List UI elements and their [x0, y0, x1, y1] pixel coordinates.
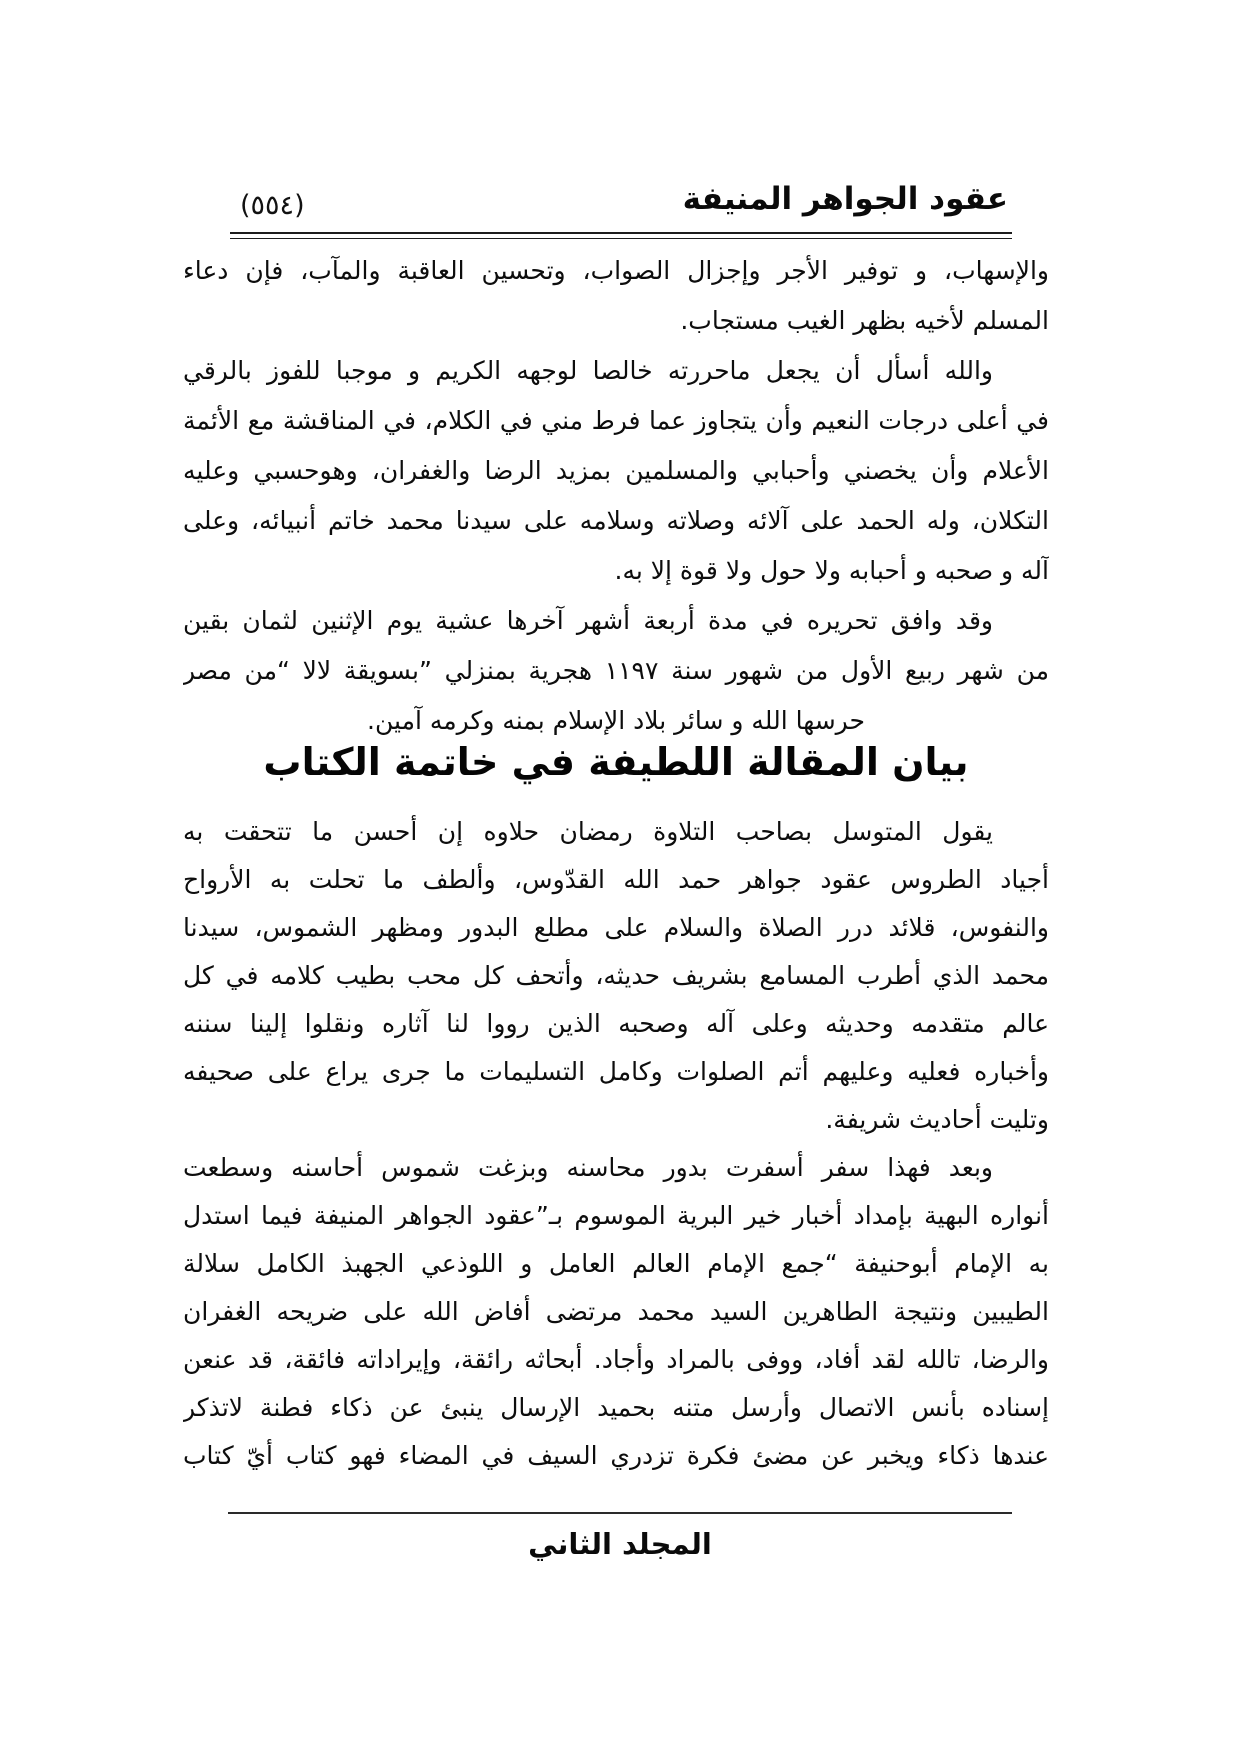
body-line: والإسهاب، و توفير الأجر وإجزال الصواب، وتحسين العاقبة والمآب، فإن دعاء — [183, 256, 1049, 285]
body-line: وبعد فهذا سفر أسفرت بدور محاسنه وبزغت شموس أحاسنه وسطعت — [183, 1153, 993, 1182]
body-line: عندها ذكاء ويخبر عن مضئ فكرة تزدري السيف في المضاء فهو كتاب أيّ كتاب — [183, 1441, 1049, 1470]
body-line: والرضا، تالله لقد أفاد، ووفى بالمراد وأجاد. أبحاثه رائقة، وإيراداته فائقة، قد عنعن — [183, 1345, 1049, 1374]
book-title: عقود الجواهر المنيفة — [682, 181, 1008, 217]
body-line: في أعلى درجات النعيم وأن يتجاوز عما فرط مني في الكلام، في المناقشة مع الأئمة — [183, 406, 1049, 435]
body-line: الأعلام وأن يخصني وأحبابي والمسلمين بمزيد الرضا والغفران، وهوحسبي وعليه — [183, 456, 1049, 485]
header-rule — [230, 232, 1012, 239]
body-line: الطيبين ونتيجة الطاهرين السيد محمد مرتضى أفاض الله على ضريحه الغفران — [183, 1297, 1049, 1326]
body-line: أنواره البهية بإمداد أخبار خير البرية الموسوم بـ”عقود الجواهر المنيفة فيما استدل — [183, 1201, 1049, 1230]
body-line: أجياد الطروس عقود جواهر حمد الله القدّوس، وألطف ما تحلت به الأرواح — [183, 865, 1049, 894]
body-line: والله أسأل أن يجعل ماحررته خالصا لوجهه الكريم و موجبا للفوز بالرقي — [183, 356, 993, 385]
body-block-top — [183, 246, 1049, 746]
body-line: إسناده بأنس الاتصال وأرسل متنه بحميد الإرسال ينبئ عن ذكاء فطنة لاتذكر — [183, 1393, 1049, 1422]
body-block-bottom — [183, 808, 1049, 1480]
body-line: التكلان، وله الحمد على آلائه وصلاته وسلامه على سيدنا محمد خاتم أنبيائه، وعلى — [183, 506, 1049, 535]
page-number: (٥٥٤) — [240, 190, 305, 221]
footer-rule — [228, 1512, 1012, 1514]
body-line: وتليت أحاديث شريفة. — [825, 1105, 1049, 1134]
body-line: يقول المتوسل بصاحب التلاوة رمضان حلاوه إن أحسن ما تتحقت به — [183, 817, 993, 846]
section-heading: بيان المقالة اللطيفة في خاتمة الكتاب — [263, 740, 969, 784]
body-line: وأخباره فعليه وعليهم أتم الصلوات وكامل التسليمات ما جرى يراع على صحيفه — [183, 1057, 1049, 1086]
body-line: حرسها الله و سائر بلاد الإسلام بمنه وكرمه آمين. — [367, 706, 865, 735]
body-line: والنفوس، قلائد درر الصلاة والسلام على مطلع البدور ومظهر الشموس، سيدنا — [183, 913, 1049, 942]
body-line: به الإمام أبوحنيفة “جمع الإمام العالم العامل و اللوذعي الجهبذ الكامل سلالة — [183, 1249, 1049, 1278]
body-line: المسلم لأخيه بظهر الغيب مستجاب. — [680, 306, 1049, 335]
volume-label: المجلد الثاني — [528, 1527, 712, 1561]
body-line: محمد الذي أطرب المسامع بشريف حديثه، وأتحف كل محب بطيب كلامه في كل — [183, 961, 1049, 990]
body-line: آله و صحبه و أحبابه ولا حول ولا قوة إلا به. — [614, 556, 1049, 585]
body-line: وقد وافق تحريره في مدة أربعة أشهر آخرها عشية يوم الإثنين لثمان بقين — [183, 606, 993, 635]
body-line: عالم متقدمه وحديثه وعلى آله وصحبه الذين رووا لنا آثاره ونقلوا إلينا سننه — [183, 1009, 1049, 1038]
body-line: من شهر ربيع الأول من شهور سنة ١١٩٧ هجرية بمنزلي ”بسويقة لالا “من مصر — [183, 656, 1049, 685]
